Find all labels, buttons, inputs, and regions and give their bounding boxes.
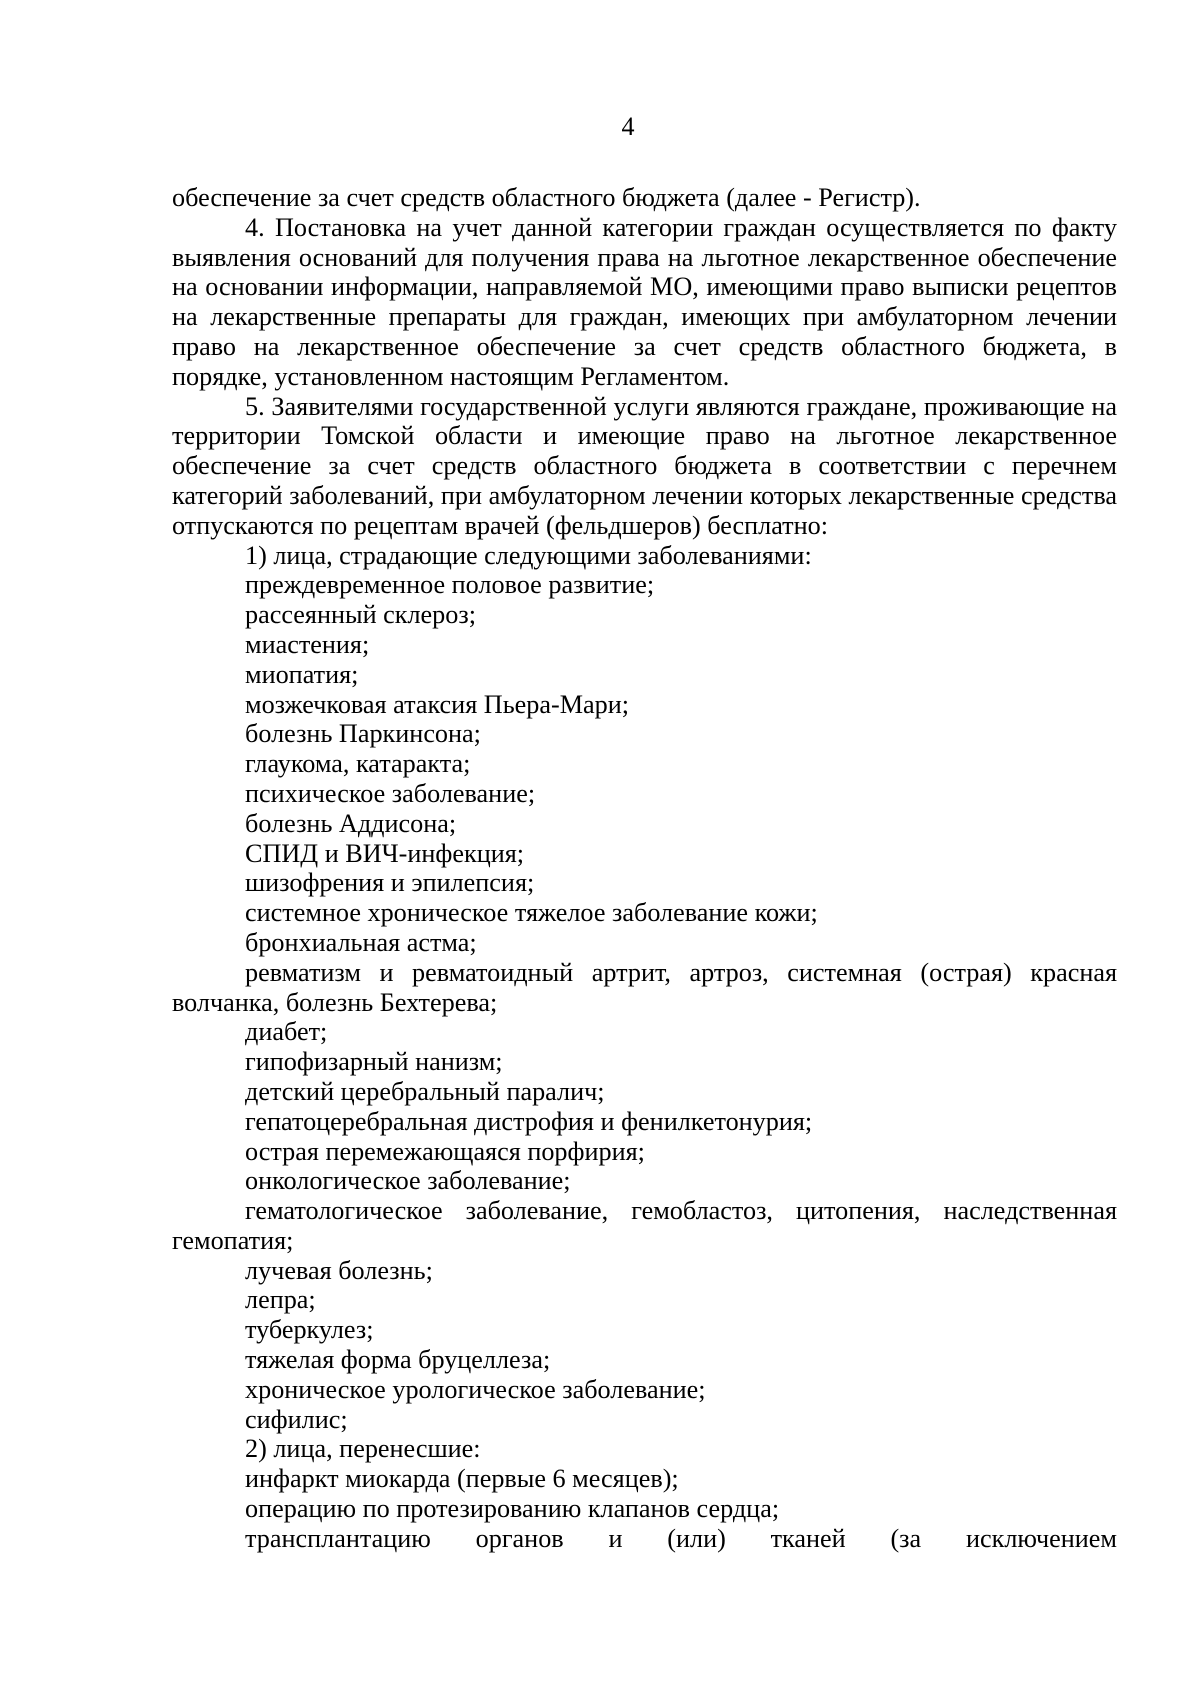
word: трансплантацию <box>245 1523 431 1553</box>
list-item: миастения; <box>245 629 370 659</box>
list-item: СПИД и ВИЧ-инфекция; <box>245 838 525 868</box>
word: органов <box>475 1523 564 1553</box>
group-2-heading: 2) лица, перенесшие: <box>245 1434 481 1464</box>
list-item: лепра; <box>245 1285 316 1315</box>
list-item: гематологическое заболевание, гемобластоз, цитопения, наследственная гемопатия; <box>172 1196 1117 1255</box>
word: исключением <box>965 1523 1117 1553</box>
paragraph-4: 4. Постановка на учет данной категории граждан осуществляется по факту выявления оснований для получения права на льготное лекарственное обеспечение на основании информации, направляемой МО, имеющими право выписки рецептов на лекарственные препараты для граждан, имеющих при амбулаторном лечении право на лекарственное обеспечение за счет средств областного бюджета, в порядке, установленном настоящим Регламентом. <box>172 212 1117 391</box>
list-item: ревматизм и ревматоидный артрит, артроз, системная (острая) красная волчанка, болезнь Бехтерева; <box>172 957 1117 1017</box>
word: (за <box>890 1523 922 1553</box>
list-item: сифилис; <box>245 1404 348 1434</box>
list-item: болезнь Аддисона; <box>245 808 457 838</box>
group-1-list <box>172 570 1117 1434</box>
list-item: преждевременное половое развитие; <box>245 570 655 600</box>
list-item: инфаркт миокарда (первые 6 месяцев); <box>245 1464 679 1494</box>
list-item: системное хроническое тяжелое заболевание кожи; <box>245 898 818 928</box>
page-number: 4 <box>621 112 635 141</box>
group-2-last-line <box>172 1524 1117 1554</box>
list-item: миопатия; <box>245 659 359 689</box>
list-item: тяжелая форма бруцеллеза; <box>245 1345 551 1375</box>
list-item: лучевая болезнь; <box>245 1255 433 1285</box>
list-item: диабет; <box>245 1017 328 1047</box>
group-1-heading: 1) лица, страдающие следующими заболеваниями: <box>245 540 812 570</box>
word: (или) <box>667 1523 726 1553</box>
list-item: мозжечковая атаксия Пьера-Мари; <box>245 689 629 719</box>
list-item: болезнь Паркинсона; <box>245 719 481 749</box>
list-item: онкологическое заболевание; <box>245 1166 571 1196</box>
document-body <box>172 183 1117 1554</box>
list-item: детский церебральный паралич; <box>245 1076 605 1106</box>
paragraph-5: 5. Заявителями государственной услуги являются граждане, проживающие на территории Томской области и имеющие право на льготное лекарственное обеспечение за счет средств областного бюджета в соответствии с перечнем категорий заболеваний, при амбулаторном лечении которых лекарственные средства отпускаются по рецептам врачей (фельдшеров) бесплатно: <box>172 391 1117 540</box>
list-item: бронхиальная астма; <box>245 927 477 957</box>
list-item: операцию по протезированию клапанов сердца; <box>245 1494 780 1524</box>
list-item: психическое заболевание; <box>245 778 536 808</box>
paragraph-3-end: обеспечение за счет средств областного бюджета (далее - Регистр). <box>172 183 921 212</box>
list-item: туберкулез; <box>245 1315 374 1345</box>
list-item: глаукома, катаракта; <box>245 749 471 779</box>
list-item: шизофрения и эпилепсия; <box>245 868 535 898</box>
list-item: гипофизарный нанизм; <box>245 1047 503 1077</box>
word: и <box>608 1523 623 1553</box>
group-2-list <box>172 1464 1117 1524</box>
list-item: гепатоцеребральная дистрофия и фенилкетонурия; <box>245 1106 813 1136</box>
list-item: острая перемежающаяся порфирия; <box>245 1136 645 1166</box>
list-item: хроническое урологическое заболевание; <box>245 1374 706 1404</box>
word: тканей <box>770 1523 846 1553</box>
list-item: рассеянный склероз; <box>245 600 476 630</box>
